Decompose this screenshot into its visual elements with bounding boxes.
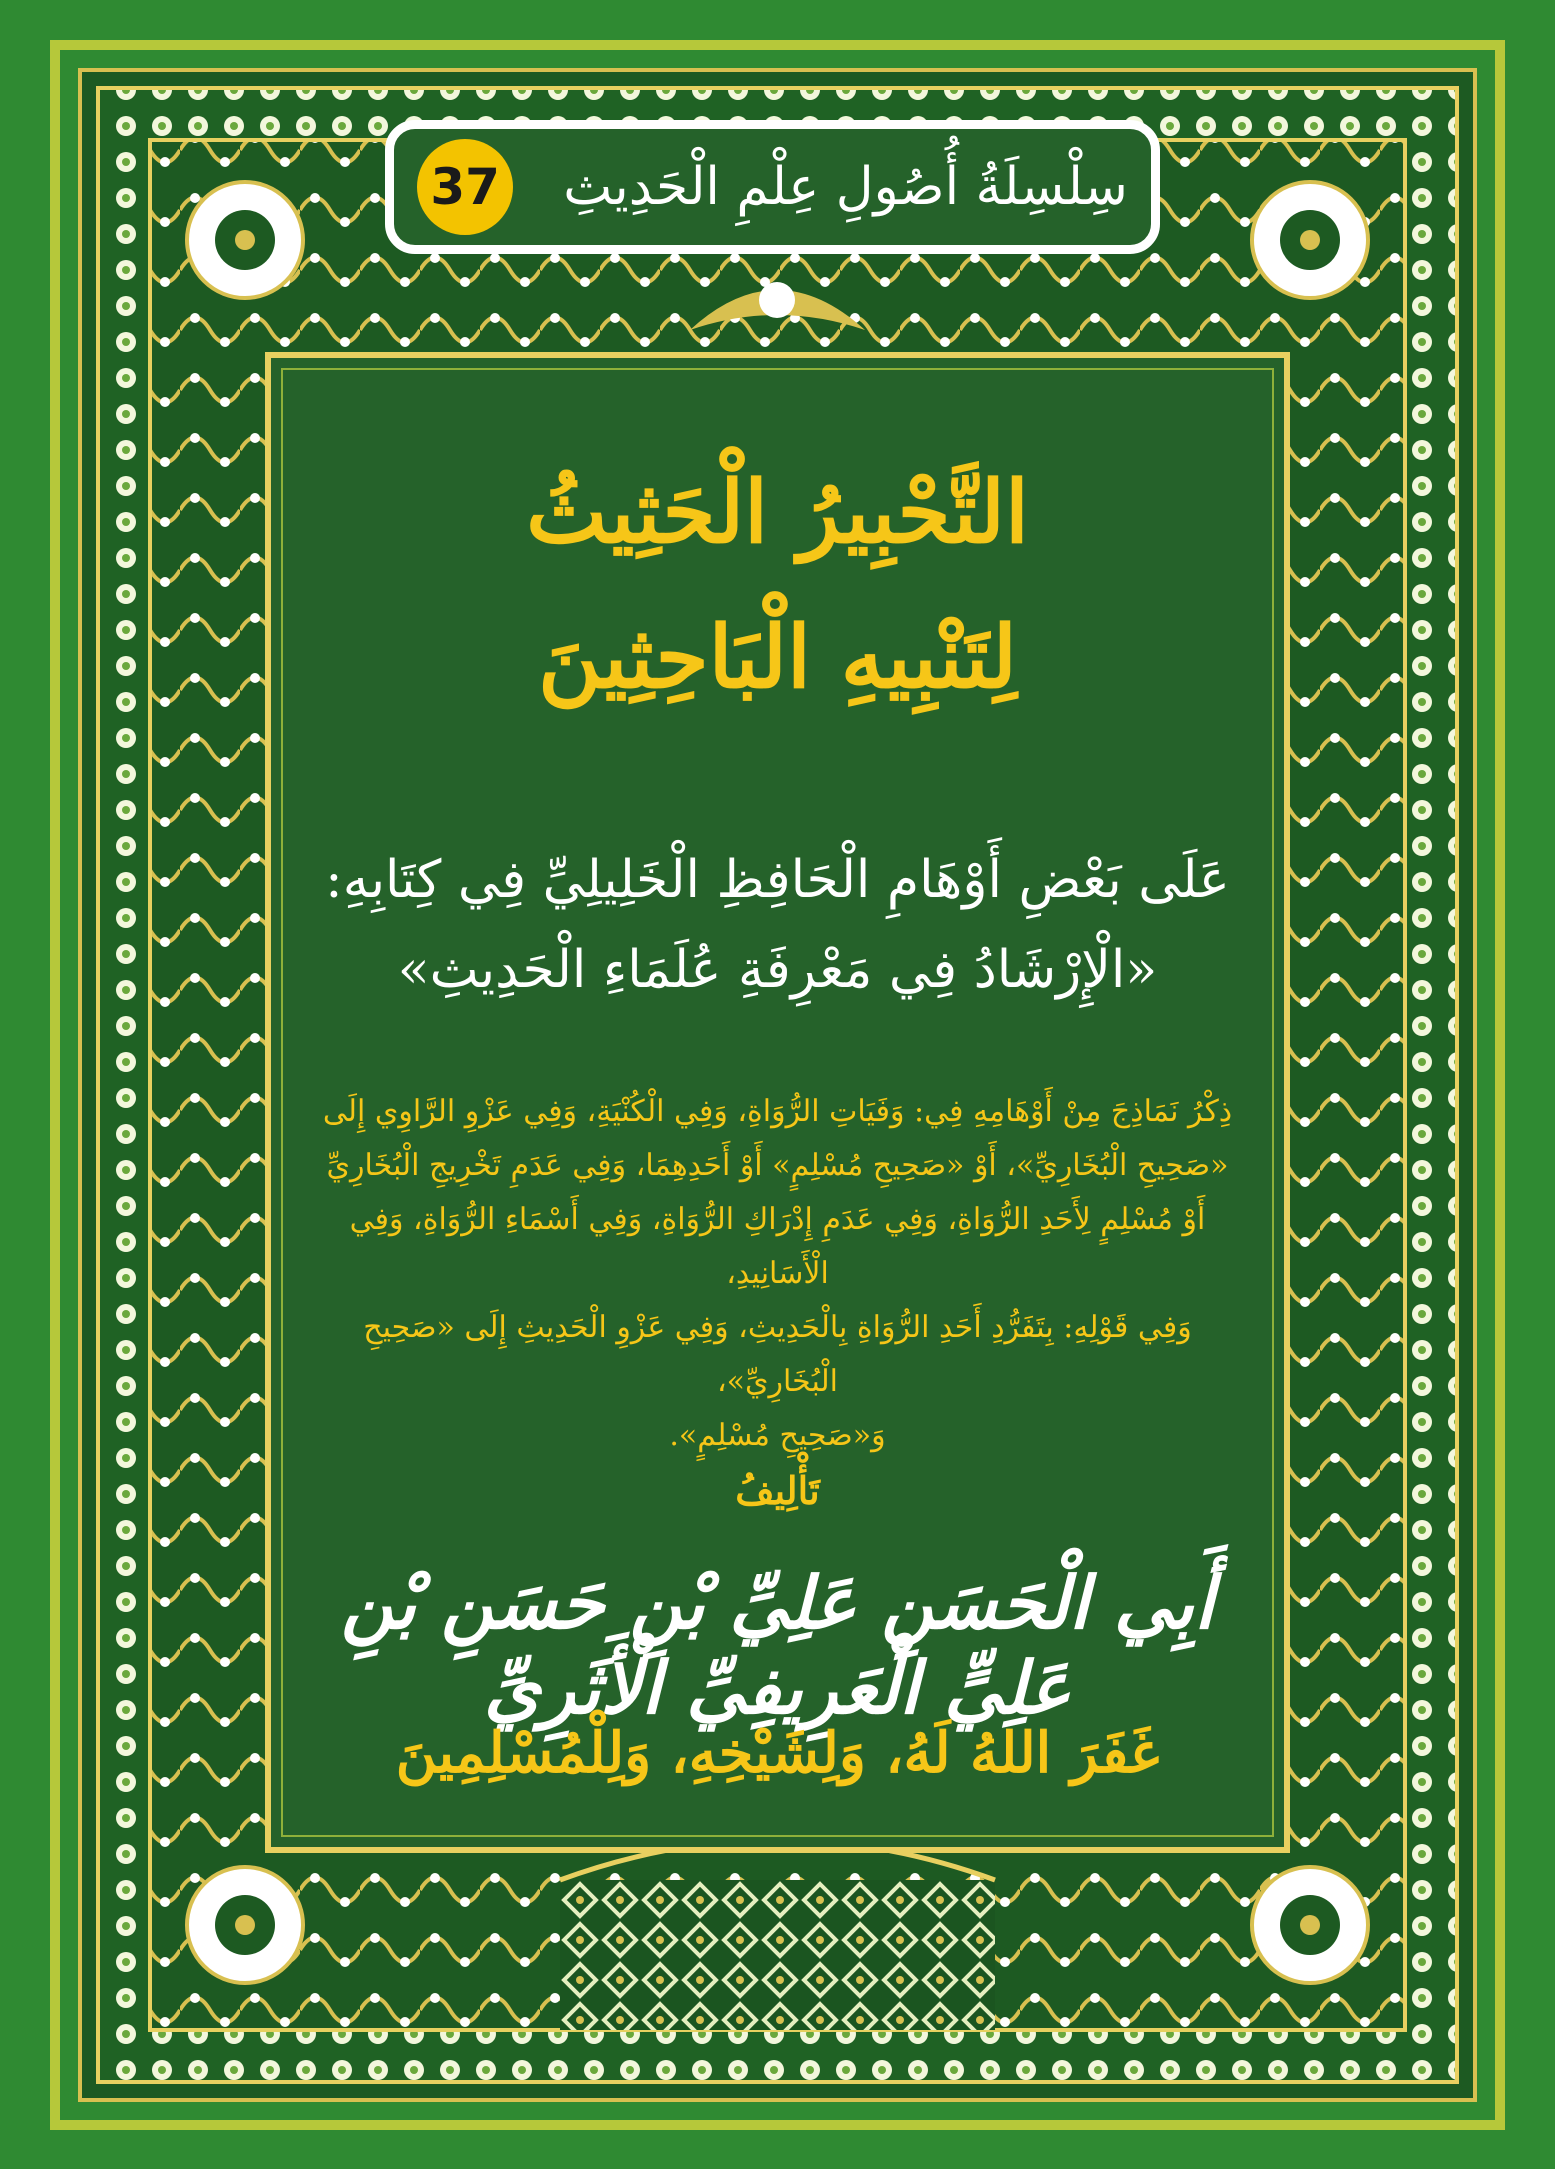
book-subtitle xyxy=(300,835,1255,1015)
author-name: أَبِي الْحَسَنِ عَلِيِّ بْنِ حَسَنِ بْنِ عَلِيٍّ الْعَرِيفِيِّ الْأَثَرِيِّ xyxy=(341,1560,1214,1730)
series-number-badge: 37 xyxy=(417,139,513,235)
series-title: سِلْسِلَةُ أُصُولِ عِلْمِ الْحَدِيثِ xyxy=(563,157,1128,217)
description-line: وَ«صَحِيحِ مُسْلِمٍ». xyxy=(669,1418,886,1453)
book-description xyxy=(300,1085,1255,1463)
book-title xyxy=(300,440,1255,730)
description-line: أَوْ مُسْلِمٍ لِأَحَدِ الرُّوَاةِ، وَفِي عَدَمِ إِدْرَاكِ الرُّوَاةِ، وَفِي أَسْمَاءِ الرُّوَاةِ، وَفِي الْأَسَانِيدِ، xyxy=(349,1202,1206,1291)
book-title-line-2: لِتَنْبِيهِ الْبَاحِثِينَ xyxy=(538,607,1017,708)
prayer-line: غَفَرَ اللهُ لَهُ، وَلِشَيْخِهِ، وَلِلْمُسْلِمِينَ xyxy=(395,1720,1160,1786)
description-line: ذِكْرُ نَمَاذِجَ مِنْ أَوْهَامِهِ فِي: وَفَيَاتِ الرُّوَاةِ، وَفِي الْكُنْيَةِ، وَفِي عَزْوِ الرَّاوِي إِلَى xyxy=(322,1094,1233,1129)
book-subtitle-line-2: «الْإِرْشَادُ فِي مَعْرِفَةِ عُلَمَاءِ الْحَدِيثِ» xyxy=(397,940,1158,1000)
book-subtitle-line-1: عَلَى بَعْضِ أَوْهَامِ الْحَافِظِ الْخَلِيلِيِّ فِي كِتَابِهِ: xyxy=(325,850,1230,910)
authored-by-label: تَأْلِيفُ xyxy=(735,1468,820,1513)
book-title-line-1: التَّحْبِيرُ الْحَثِيثُ xyxy=(526,462,1029,563)
description-line: «صَحِيحِ الْبُخَارِيِّ»، أَوْ «صَحِيحِ مُسْلِمٍ» أَوْ أَحَدِهِمَا، وَفِي عَدَمِ تَخْرِيجِ الْبُخَارِيِّ xyxy=(326,1148,1229,1183)
description-line: وَفِي قَوْلِهِ: بِتَفَرُّدِ أَحَدِ الرُّوَاةِ بِالْحَدِيثِ، وَفِي عَزْوِ الْحَدِيثِ إِلَى «صَحِيحِ الْبُخَارِيِّ»، xyxy=(363,1310,1192,1399)
series-banner xyxy=(385,120,1160,254)
